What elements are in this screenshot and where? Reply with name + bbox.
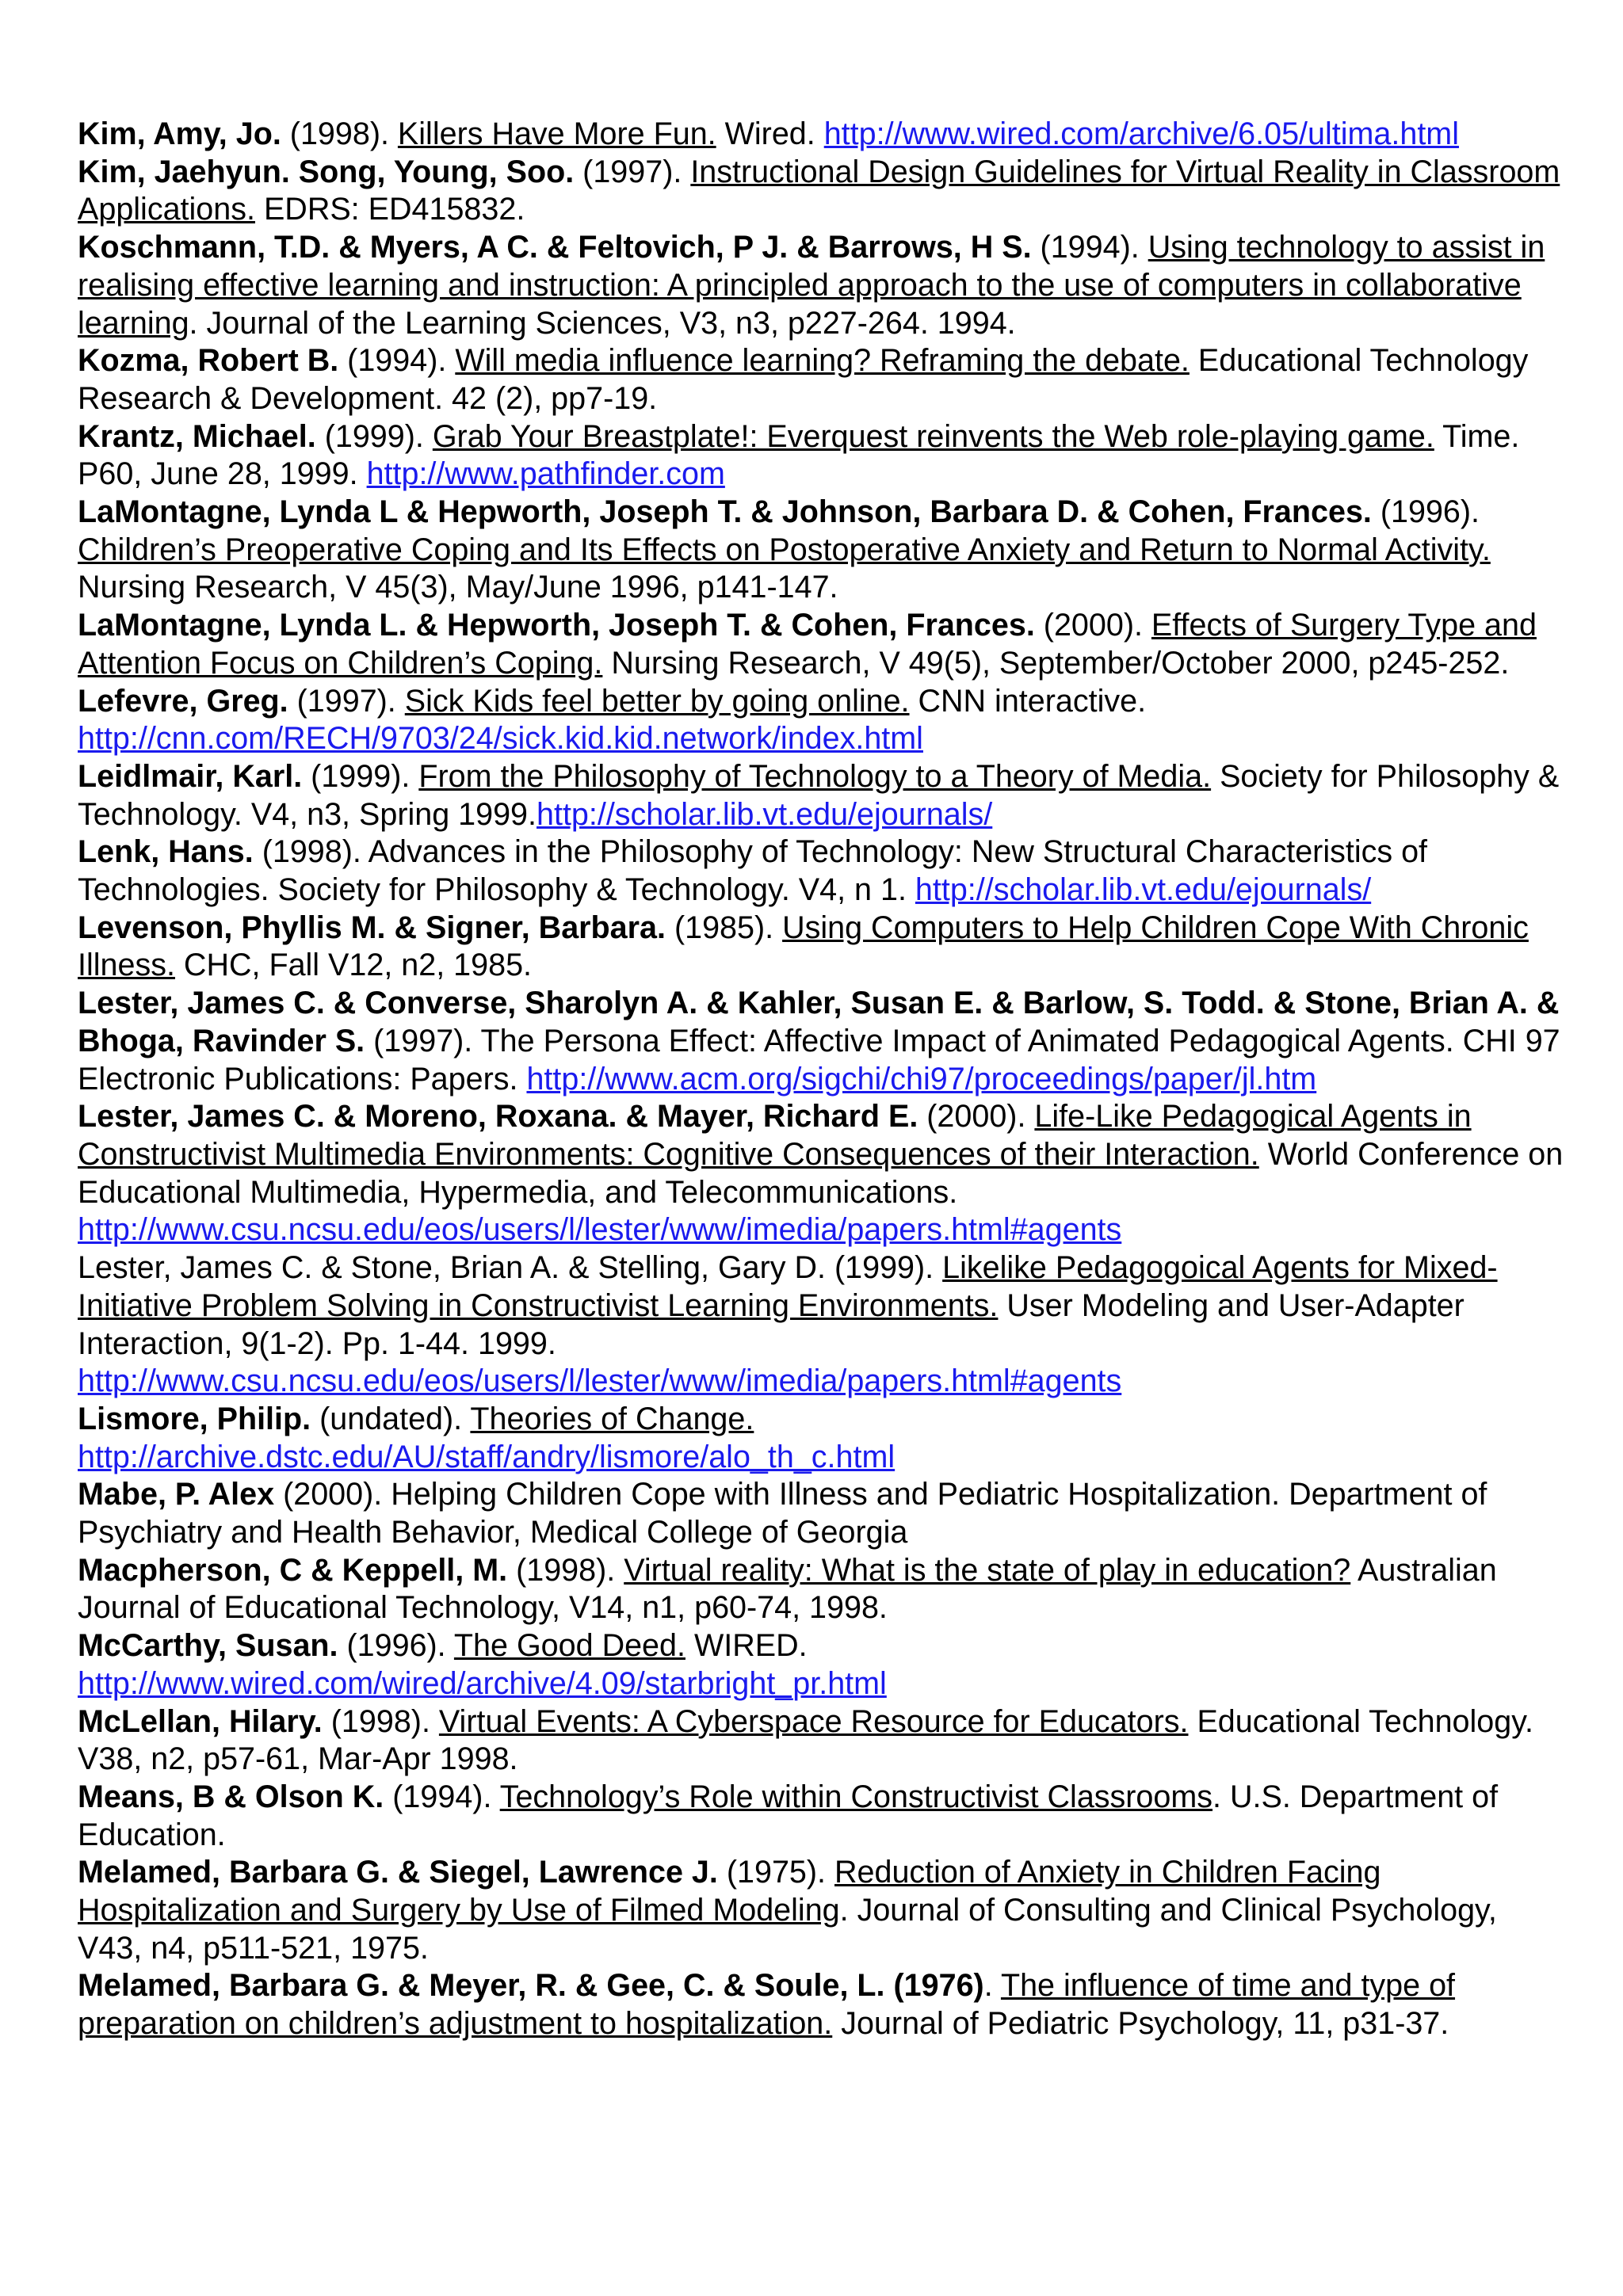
reference-text: (2000). (918, 1099, 1035, 1135)
reference-author: Lefevre, Greg. (78, 683, 288, 719)
reference-text: (1994). (384, 1779, 500, 1814)
reference-text: Journal of Pediatric Psychology, 11, p31-37. (832, 2006, 1449, 2042)
reference-author: LaMontagne, Lynda L. & Hepworth, Joseph T. & Cohen, Frances. (78, 608, 1035, 643)
reference-author: Lester, James C. & Converse, Sharolyn A. & Kahler, Susan E. & Barlow, S. Todd. & Stone, Brian A. & Bhoga, Ravinder S. (78, 986, 1560, 1058)
reference-text: CNN interactive. (909, 683, 1147, 719)
reference-link[interactable]: http://archive.dstc.edu/AU/staff/andry/lismore/alo_th_c.html (78, 1439, 896, 1474)
reference-author: McLellan, Hilary. (78, 1703, 323, 1739)
reference-text: World Conference on Educational Multimedia, Hypermedia, and Telecommunications. (78, 1136, 1564, 1210)
reference-author: Levenson, Phyllis M. & Signer, Barbara. (78, 910, 666, 945)
reference-link[interactable]: http://www.pathfinder.com (366, 456, 725, 492)
reference-text: . Journal of the Learning Sciences, V3, n3, p227-264. 1994. (189, 305, 1016, 341)
reference-text: . (983, 1968, 1001, 2004)
reference-text: (1997). (288, 683, 405, 719)
reference-text: . Journal of Consulting and Clinical Psychology, V43, n4, p511-521, 1975. (78, 1893, 1497, 1966)
reference-entry (78, 1627, 1566, 1703)
reference-text: CHC, Fall V12, n2, 1985. (174, 948, 533, 983)
reference-text: (undated). (311, 1401, 471, 1436)
reference-author: Lester, James C. & Moreno, Roxana. & Mayer, Richard E. (78, 1099, 918, 1135)
reference-author: Lenk, Hans. (78, 834, 254, 870)
reference-entry (78, 418, 1566, 494)
reference-link[interactable]: http://www.wired.com/wired/archive/4.09/starbright_pr.html (78, 1665, 887, 1701)
reference-title: Using technology to assist in realising effective learning and instruction: A principled approach to the use of computers in collaborative learning (78, 230, 1545, 341)
reference-text: Nursing Research, V 49(5), September/October 2000, p245-252. (602, 645, 1510, 681)
reference-entry (78, 1967, 1566, 2042)
reference-entry (78, 1098, 1566, 1249)
reference-text: Educational Technology Research & Development. 42 (2), pp7-19. (78, 343, 1529, 416)
reference-title: Effects of Surgery Type and Attention Focus on Children’s Coping. (78, 608, 1537, 681)
reference-text: (2000). Helping Children Cope with Illness and Pediatric Hospitalization. Department of Psychiatry and Health Behavior, Medical College of Georgia (78, 1477, 1487, 1550)
reference-text: (1998). (281, 116, 398, 151)
reference-text: (1998). (322, 1703, 439, 1739)
reference-title: Virtual Events: A Cyberspace Resource for Educators. (438, 1703, 1189, 1739)
reference-text: . U.S. Department of Education. (78, 1779, 1499, 1852)
reference-text: WIRED. (685, 1628, 808, 1664)
reference-author: Koschmann, T.D. & Myers, A C. & Feltovich, P J. & Barrows, H S. (78, 230, 1032, 265)
reference-title: Theories of Change. (470, 1401, 754, 1436)
reference-text: Society for Philosophy & Technology. V4, n3, Spring 1999. (78, 758, 1560, 832)
reference-text: (2000). (1034, 608, 1151, 643)
reference-author: Mabe, P. Alex (78, 1477, 275, 1512)
reference-entry (78, 229, 1566, 342)
reference-title: Reduction of Anxiety in Children Facing Hospitalization and Surgery by Use of Filmed Modeling (78, 1855, 1381, 1928)
reference-author: Kim, Jaehyun. Song, Young, Soo. (78, 154, 575, 189)
reference-entry (78, 1476, 1566, 1551)
reference-entry (78, 910, 1566, 985)
reference-link[interactable]: http://www.csu.ncsu.edu/eos/users/l/lester/www/imedia/papers.html#agents (78, 1212, 1122, 1248)
reference-link[interactable]: http://cnn.com/RECH/9703/24/sick.kid.kid.network/index.html (78, 721, 923, 757)
reference-entry (78, 1249, 1566, 1401)
reference-text: User Modeling and User-Adapter Interaction, 9(1-2). Pp. 1-44. 1999. (78, 1287, 1465, 1361)
reference-title: The influence of time and type of preparation on children’s adjustment to hospitalization. (78, 1968, 1456, 2042)
reference-text: Wired. (716, 116, 824, 151)
reference-title: Life-Like Pedagogical Agents in Constructivist Multimedia Environments: Cognitive Consequences of their Interaction. (78, 1099, 1472, 1172)
reference-author: Macpherson, C & Keppell, M. (78, 1552, 508, 1588)
reference-title: Technology’s Role within Constructivist Classrooms (499, 1779, 1213, 1814)
reference-link[interactable]: http://scholar.lib.vt.edu/ejournals/ (915, 872, 1372, 908)
reference-author: Means, B & Olson K. (78, 1779, 384, 1814)
reference-link[interactable]: http://scholar.lib.vt.edu/ejournals/ (537, 796, 993, 832)
reference-text: (1975). (717, 1855, 834, 1890)
reference-text: (1996). (1371, 494, 1480, 530)
reference-title: Instructional Design Guidelines for Virtual Reality in Classroom Applications. (78, 154, 1560, 227)
reference-entry (78, 154, 1566, 229)
reference-link[interactable]: http://www.csu.ncsu.edu/eos/users/l/lester/www/imedia/papers.html#agents (78, 1363, 1122, 1399)
reference-text: (1997). The Persona Effect: Affective Impact of Animated Pedagogical Agents. CHI 97 Electronic Publications: Papers. (78, 1023, 1560, 1097)
reference-entry (78, 607, 1566, 682)
reference-entry (78, 758, 1566, 833)
reference-author: McCarthy, Susan. (78, 1628, 338, 1664)
reference-author: Lismore, Philip. (78, 1401, 311, 1436)
reference-text: Time. P60, June 28, 1999. (78, 418, 1520, 492)
reference-title: The Good Deed. (453, 1628, 685, 1664)
reference-link[interactable]: http://www.acm.org/sigchi/chi97/proceedings/paper/jl.htm (526, 1061, 1317, 1097)
reference-text: (1994). (338, 343, 456, 379)
reference-entry (78, 1552, 1566, 1627)
reference-entry (78, 683, 1566, 758)
reference-title: Sick Kids feel better by going online. (404, 683, 910, 719)
reference-author: Melamed, Barbara G. & Meyer, R. & Gee, C. & Soule, L. (1976) (78, 1968, 984, 2004)
reference-title: Will media influence learning? Reframing the debate. (455, 343, 1190, 379)
reference-entry (78, 116, 1566, 154)
reference-entry (78, 833, 1566, 909)
reference-entry (78, 1854, 1566, 1967)
reference-text: Lester, James C. & Stone, Brian A. & Stelling, Gary D. (1999). (78, 1250, 943, 1286)
reference-author: Leidlmair, Karl. (78, 758, 303, 794)
reference-title: Children’s Preoperative Coping and Its Effects on Postoperative Anxiety and Return to Normal Activity. (78, 532, 1491, 567)
reference-title: Killers Have More Fun. (397, 116, 716, 151)
reference-entry (78, 985, 1566, 1098)
reference-author: Kozma, Robert B. (78, 343, 339, 379)
reference-author: Melamed, Barbara G. & Siegel, Lawrence J. (78, 1855, 718, 1890)
reference-text: (1999). (302, 758, 419, 794)
reference-text: (1994). (1031, 230, 1148, 265)
reference-text: (1997). (574, 154, 691, 189)
reference-title: From the Philosophy of Technology to a Theory of Media. (418, 758, 1212, 794)
reference-author: Kim, Amy, Jo. (78, 116, 281, 151)
reference-title: Virtual reality: What is the state of play in education? (624, 1552, 1351, 1588)
reference-text: (1985). (665, 910, 783, 945)
reference-title: Grab Your Breastplate!: Everquest reinvents the Web role-playing game. (432, 418, 1434, 454)
reference-entry (78, 494, 1566, 607)
reference-text: (1998). Advances in the Philosophy of Technology: New Structural Characteristics of Technologies. Society for Philosophy & Technology. V4, n 1. (78, 834, 1428, 908)
reference-text: Australian Journal of Educational Technology, V14, n1, p60-74, 1998. (78, 1552, 1497, 1626)
reference-text: EDRS: ED415832. (254, 192, 525, 227)
reference-text: (1998). (507, 1552, 624, 1588)
reference-text: (1996). (338, 1628, 454, 1664)
reference-entry (78, 1779, 1566, 1854)
reference-list (78, 116, 1566, 2043)
reference-link[interactable]: http://www.wired.com/archive/6.05/ultima.html (823, 116, 1459, 151)
reference-entry (78, 342, 1566, 418)
reference-title: Likelike Pedagogoical Agents for Mixed-Initiative Problem Solving in Constructivist Learning Environments. (78, 1250, 1498, 1323)
reference-entry (78, 1703, 1566, 1779)
reference-author: Krantz, Michael. (78, 418, 316, 454)
reference-text: Nursing Research, V 45(3), May/June 1996, p141-147. (78, 570, 838, 605)
reference-author: LaMontagne, Lynda L & Hepworth, Joseph T. & Johnson, Barbara D. & Cohen, Frances. (78, 494, 1372, 530)
reference-text: (1999). (315, 418, 433, 454)
reference-title: Using Computers to Help Children Cope With Chronic Illness. (78, 910, 1529, 983)
reference-entry (78, 1401, 1566, 1476)
reference-text: Educational Technology. V38, n2, p57-61, Mar-Apr 1998. (78, 1703, 1534, 1777)
